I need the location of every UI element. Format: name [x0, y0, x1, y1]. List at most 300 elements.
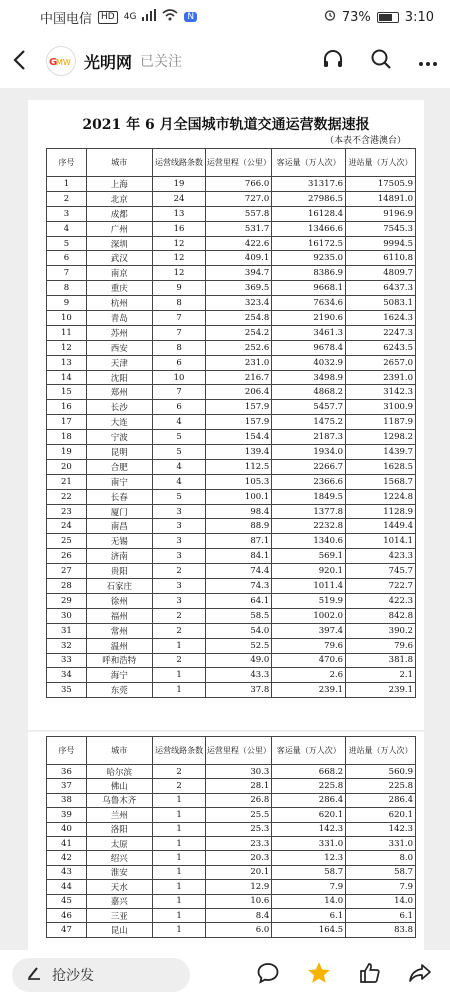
cell-no: 32: [47, 638, 87, 653]
cell-entries: 1624.3: [346, 311, 416, 326]
cell-city: 南京: [86, 266, 152, 281]
table-row: [47, 836, 416, 850]
cell-no: 9: [47, 296, 87, 311]
cell-entries: 6243.5: [346, 340, 416, 355]
cell-lines: 5: [152, 430, 206, 445]
cell-city: 徐州: [86, 593, 152, 608]
cell-mileage: 254.2: [206, 325, 272, 340]
cell-no: 28: [47, 579, 87, 594]
cell-no: 47: [47, 923, 87, 937]
cell-city: 青岛: [86, 311, 152, 326]
cell-city: 天津: [86, 355, 152, 370]
cell-entries: 14.0: [346, 894, 416, 908]
cell-city: 海宁: [86, 668, 152, 683]
cell-city: 上海: [86, 177, 152, 192]
cell-lines: 2: [152, 653, 206, 668]
cell-passengers: 9678.4: [272, 340, 346, 355]
cell-passengers: 1475.2: [272, 415, 346, 430]
cell-city: 济南: [86, 549, 152, 564]
cell-no: 8: [47, 281, 87, 296]
cell-mileage: 23.3: [206, 836, 272, 850]
cell-lines: 1: [152, 836, 206, 850]
table-row: [47, 459, 416, 474]
header-no: 序号: [47, 149, 87, 177]
header-entries: 进站量（万人次）: [346, 149, 416, 177]
cell-mileage: 157.9: [206, 400, 272, 415]
table-row: [47, 822, 416, 836]
cell-mileage: 531.7: [206, 221, 272, 236]
cell-city: 呼和浩特: [86, 653, 152, 668]
carrier-label: 中国电信: [40, 11, 93, 27]
header-entries: 进站量（万人次）: [346, 737, 416, 765]
cell-passengers: 9235.0: [272, 251, 346, 266]
cell-entries: 1187.9: [346, 415, 416, 430]
cell-entries: 2391.0: [346, 370, 416, 385]
table-row: [47, 908, 416, 922]
cell-mileage: 422.6: [206, 236, 272, 251]
table-row: [47, 865, 416, 879]
table-row: [47, 851, 416, 865]
cell-city: 苏州: [86, 325, 152, 340]
cell-mileage: 323.4: [206, 296, 272, 311]
cell-passengers: 620.1: [272, 808, 346, 822]
table-row: [47, 370, 416, 385]
network-label: 4G: [123, 12, 137, 22]
table-row: [47, 191, 416, 206]
cell-entries: 9196.9: [346, 206, 416, 221]
cell-no: 27: [47, 564, 87, 579]
pen-icon: [26, 965, 42, 985]
alarm-icon: [324, 9, 336, 25]
cell-city: 太原: [86, 836, 152, 850]
table-row: [47, 385, 416, 400]
header-no: 序号: [47, 737, 87, 765]
table-header-row: [47, 149, 416, 177]
cell-passengers: 16128.4: [272, 206, 346, 221]
cell-entries: 745.7: [346, 564, 416, 579]
app-bar: [0, 34, 450, 88]
cell-no: 6: [47, 251, 87, 266]
site-name[interactable]: 光明网: [84, 52, 133, 72]
cell-city: 天水: [86, 880, 152, 894]
cell-no: 44: [47, 880, 87, 894]
cell-entries: 3142.3: [346, 385, 416, 400]
cell-no: 45: [47, 894, 87, 908]
cell-no: 34: [47, 668, 87, 683]
cell-lines: 1: [152, 668, 206, 683]
cell-mileage: 25.5: [206, 808, 272, 822]
header-passengers: 客运量（万人次）: [272, 149, 346, 177]
cell-no: 21: [47, 474, 87, 489]
cell-no: 40: [47, 822, 87, 836]
cell-mileage: 20.1: [206, 865, 272, 879]
headphones-icon[interactable]: [322, 48, 344, 74]
cell-entries: 6110.8: [346, 251, 416, 266]
table-row: [47, 251, 416, 266]
cell-no: 16: [47, 400, 87, 415]
table-row: [47, 765, 416, 779]
cell-no: 1: [47, 177, 87, 192]
cell-city: 福州: [86, 608, 152, 623]
cell-mileage: 30.3: [206, 765, 272, 779]
cell-entries: 239.1: [346, 683, 416, 698]
table-row: [47, 593, 416, 608]
table-row: [47, 266, 416, 281]
cell-mileage: 52.5: [206, 638, 272, 653]
cell-city: 洛阳: [86, 822, 152, 836]
cell-no: 12: [47, 340, 87, 355]
table-row: [47, 340, 416, 355]
cell-entries: 1298.2: [346, 430, 416, 445]
cell-city: 宁波: [86, 430, 152, 445]
cell-no: 18: [47, 430, 87, 445]
cell-mileage: 84.1: [206, 549, 272, 564]
cell-mileage: 88.9: [206, 519, 272, 534]
cell-entries: 4809.7: [346, 266, 416, 281]
cell-no: 19: [47, 445, 87, 460]
cell-lines: 3: [152, 534, 206, 549]
cell-city: 北京: [86, 191, 152, 206]
cell-mileage: 727.0: [206, 191, 272, 206]
cell-entries: 2.1: [346, 668, 416, 683]
cell-city: 三亚: [86, 908, 152, 922]
table-row: [47, 519, 416, 534]
cell-city: 深圳: [86, 236, 152, 251]
table-row: [47, 221, 416, 236]
cell-mileage: 28.1: [206, 779, 272, 793]
cell-city: 东莞: [86, 683, 152, 698]
cell-city: 无锡: [86, 534, 152, 549]
header-city: 城市: [86, 149, 152, 177]
status-right: [324, 9, 434, 25]
cell-city: 南宁: [86, 474, 152, 489]
cell-lines: 4: [152, 459, 206, 474]
cell-entries: 422.3: [346, 593, 416, 608]
table-row: [47, 400, 416, 415]
cell-no: 13: [47, 355, 87, 370]
cell-passengers: 1849.5: [272, 489, 346, 504]
cell-passengers: 519.9: [272, 593, 346, 608]
cell-mileage: 157.9: [206, 415, 272, 430]
cell-no: 7: [47, 266, 87, 281]
cell-city: 厦门: [86, 504, 152, 519]
cell-passengers: 1002.0: [272, 608, 346, 623]
cell-entries: 331.0: [346, 836, 416, 850]
cell-passengers: 4032.9: [272, 355, 346, 370]
cell-city: 常州: [86, 623, 152, 638]
status-left: [40, 8, 197, 27]
cell-lines: 3: [152, 593, 206, 608]
report-note: （本表不含港澳台）: [324, 136, 406, 146]
cell-lines: 4: [152, 415, 206, 430]
cell-passengers: 9668.1: [272, 281, 346, 296]
cell-mileage: 25.3: [206, 822, 272, 836]
cell-city: 重庆: [86, 281, 152, 296]
cell-passengers: 225.8: [272, 779, 346, 793]
cell-no: 3: [47, 206, 87, 221]
report-image-1[interactable]: [28, 100, 424, 730]
cell-entries: 7545.3: [346, 221, 416, 236]
header-lines: 运营线路条数: [152, 149, 206, 177]
table-row: [47, 281, 416, 296]
cell-no: 42: [47, 851, 87, 865]
cell-mileage: 231.0: [206, 355, 272, 370]
cell-city: 杭州: [86, 296, 152, 311]
report-table-2: [46, 736, 416, 938]
table-row: [47, 549, 416, 564]
cell-no: 37: [47, 779, 87, 793]
cell-entries: 1014.1: [346, 534, 416, 549]
cell-city: 嘉兴: [86, 894, 152, 908]
share-icon[interactable]: [408, 961, 432, 989]
cell-mileage: 74.3: [206, 579, 272, 594]
cell-no: 36: [47, 765, 87, 779]
cell-mileage: 557.8: [206, 206, 272, 221]
report-image-2[interactable]: [28, 732, 424, 950]
cell-passengers: 2366.6: [272, 474, 346, 489]
cell-mileage: 64.1: [206, 593, 272, 608]
cell-passengers: 3461.3: [272, 325, 346, 340]
cell-entries: 6437.3: [346, 281, 416, 296]
cell-city: 长沙: [86, 400, 152, 415]
report-table-1: [46, 148, 416, 698]
table-row: [47, 683, 416, 698]
table-row: [47, 504, 416, 519]
cell-lines: 1: [152, 683, 206, 698]
cell-mileage: 98.4: [206, 504, 272, 519]
cell-city: 温州: [86, 638, 152, 653]
cell-passengers: 142.3: [272, 822, 346, 836]
cell-passengers: 13466.6: [272, 221, 346, 236]
wifi-icon: [162, 9, 178, 25]
cell-mileage: 394.7: [206, 266, 272, 281]
cell-city: 兰州: [86, 808, 152, 822]
table-row: [47, 534, 416, 549]
cell-city: 合肥: [86, 459, 152, 474]
cell-no: 24: [47, 519, 87, 534]
cell-lines: 2: [152, 608, 206, 623]
cell-no: 15: [47, 385, 87, 400]
cell-entries: 17505.9: [346, 177, 416, 192]
table-row: [47, 793, 416, 807]
cell-lines: 1: [152, 923, 206, 937]
cell-lines: 5: [152, 445, 206, 460]
cell-lines: 6: [152, 400, 206, 415]
cell-entries: 423.3: [346, 549, 416, 564]
svg-text:MW: MW: [56, 58, 71, 67]
cell-passengers: 79.6: [272, 638, 346, 653]
more-icon[interactable]: [418, 52, 438, 71]
cell-passengers: 4868.2: [272, 385, 346, 400]
cell-passengers: 164.5: [272, 923, 346, 937]
cell-entries: 722.7: [346, 579, 416, 594]
article-body[interactable]: [0, 88, 450, 950]
cell-entries: 1628.5: [346, 459, 416, 474]
cell-passengers: 7634.6: [272, 296, 346, 311]
cell-city: 乌鲁木齐: [86, 793, 152, 807]
table-row: [47, 355, 416, 370]
cell-entries: 381.8: [346, 653, 416, 668]
cell-passengers: 12.3: [272, 851, 346, 865]
cell-lines: 5: [152, 489, 206, 504]
cell-city: 长春: [86, 489, 152, 504]
bottom-actions: [256, 960, 438, 990]
comment-icon[interactable]: [256, 961, 280, 989]
header-city: 城市: [86, 737, 152, 765]
cell-no: 38: [47, 793, 87, 807]
cell-lines: 12: [152, 236, 206, 251]
cell-mileage: 216.7: [206, 370, 272, 385]
cell-no: 22: [47, 489, 87, 504]
table-row: [47, 206, 416, 221]
bottom-bar: [0, 950, 450, 1000]
cell-entries: 2247.3: [346, 325, 416, 340]
cell-entries: 1224.8: [346, 489, 416, 504]
table-row: [47, 880, 416, 894]
cell-passengers: 668.2: [272, 765, 346, 779]
cell-mileage: 43.3: [206, 668, 272, 683]
cell-mileage: 139.4: [206, 445, 272, 460]
cell-lines: 13: [152, 206, 206, 221]
cell-entries: 6.1: [346, 908, 416, 922]
cell-mileage: 766.0: [206, 177, 272, 192]
table-row: [47, 415, 416, 430]
cell-mileage: 369.5: [206, 281, 272, 296]
cell-entries: 2657.0: [346, 355, 416, 370]
cell-lines: 16: [152, 221, 206, 236]
cell-mileage: 10.6: [206, 894, 272, 908]
cell-passengers: 14.0: [272, 894, 346, 908]
cell-lines: 8: [152, 340, 206, 355]
cell-passengers: 397.4: [272, 623, 346, 638]
table-row: [47, 608, 416, 623]
cell-mileage: 206.4: [206, 385, 272, 400]
status-bar: [0, 0, 450, 34]
cell-city: 西安: [86, 340, 152, 355]
cell-mileage: 105.3: [206, 474, 272, 489]
cell-no: 30: [47, 608, 87, 623]
cell-entries: 3100.9: [346, 400, 416, 415]
cell-city: 石家庄: [86, 579, 152, 594]
cell-passengers: 58.7: [272, 865, 346, 879]
cell-lines: 2: [152, 564, 206, 579]
cell-city: 大连: [86, 415, 152, 430]
back-icon[interactable]: [12, 45, 46, 78]
cell-lines: 10: [152, 370, 206, 385]
cell-passengers: 1011.4: [272, 579, 346, 594]
cell-city: 佛山: [86, 779, 152, 793]
cell-mileage: 54.0: [206, 623, 272, 638]
cell-passengers: 331.0: [272, 836, 346, 850]
table-row: [47, 236, 416, 251]
table-row: [47, 579, 416, 594]
appbar-actions: [322, 48, 438, 74]
cell-entries: 9994.5: [346, 236, 416, 251]
follow-status[interactable]: 已关注: [140, 54, 183, 70]
cell-passengers: 5457.7: [272, 400, 346, 415]
cell-passengers: 3498.9: [272, 370, 346, 385]
table-body-2: [47, 765, 416, 938]
cell-lines: 2: [152, 623, 206, 638]
cell-passengers: 920.1: [272, 564, 346, 579]
signal-icon: [142, 9, 156, 25]
cell-no: 23: [47, 504, 87, 519]
cell-lines: 3: [152, 549, 206, 564]
cell-lines: 3: [152, 519, 206, 534]
cell-mileage: 74.4: [206, 564, 272, 579]
cell-city: 武汉: [86, 251, 152, 266]
comment-input[interactable]: [12, 958, 190, 992]
cell-no: 29: [47, 593, 87, 608]
cell-lines: 8: [152, 296, 206, 311]
comment-placeholder: 抢沙发: [52, 968, 94, 984]
cell-passengers: 6.1: [272, 908, 346, 922]
cell-passengers: 1934.0: [272, 445, 346, 460]
cell-lines: 1: [152, 880, 206, 894]
cell-mileage: 112.5: [206, 459, 272, 474]
cell-no: 39: [47, 808, 87, 822]
table-row: [47, 808, 416, 822]
cell-passengers: 239.1: [272, 683, 346, 698]
cell-lines: 12: [152, 251, 206, 266]
cell-no: 20: [47, 459, 87, 474]
cell-passengers: 569.1: [272, 549, 346, 564]
cell-mileage: 252.6: [206, 340, 272, 355]
cell-lines: 1: [152, 808, 206, 822]
cell-no: 4: [47, 221, 87, 236]
cell-mileage: 154.4: [206, 430, 272, 445]
cell-entries: 842.8: [346, 608, 416, 623]
search-icon[interactable]: [370, 48, 392, 74]
cell-entries: 5083.1: [346, 296, 416, 311]
table-row: [47, 489, 416, 504]
cell-no: 25: [47, 534, 87, 549]
cell-city: 沈阳: [86, 370, 152, 385]
cell-city: 昆明: [86, 445, 152, 460]
cell-passengers: 2190.6: [272, 311, 346, 326]
cell-mileage: 37.8: [206, 683, 272, 698]
cell-lines: 3: [152, 579, 206, 594]
cell-passengers: 2266.7: [272, 459, 346, 474]
cell-lines: 9: [152, 281, 206, 296]
cell-entries: 7.9: [346, 880, 416, 894]
cell-passengers: 2187.3: [272, 430, 346, 445]
cell-lines: 7: [152, 311, 206, 326]
cell-lines: 24: [152, 191, 206, 206]
cell-lines: 12: [152, 266, 206, 281]
star-icon[interactable]: [306, 960, 332, 990]
svg-text:G: G: [49, 57, 58, 68]
cell-city: 贵阳: [86, 564, 152, 579]
nfc-icon: N: [184, 12, 197, 22]
site-logo-icon[interactable]: [46, 46, 76, 76]
cell-city: 郑州: [86, 385, 152, 400]
cell-city: 淮安: [86, 865, 152, 879]
cell-city: 南昌: [86, 519, 152, 534]
table-row: [47, 430, 416, 445]
table-row: [47, 325, 416, 340]
cell-no: 41: [47, 836, 87, 850]
cell-no: 10: [47, 311, 87, 326]
cell-passengers: 16172.5: [272, 236, 346, 251]
cell-entries: 1439.7: [346, 445, 416, 460]
header-lines: 运营线路条数: [152, 737, 206, 765]
cell-entries: 1128.9: [346, 504, 416, 519]
cell-mileage: 49.0: [206, 653, 272, 668]
cell-passengers: 31317.6: [272, 177, 346, 192]
like-icon[interactable]: [358, 961, 382, 989]
cell-lines: 1: [152, 822, 206, 836]
